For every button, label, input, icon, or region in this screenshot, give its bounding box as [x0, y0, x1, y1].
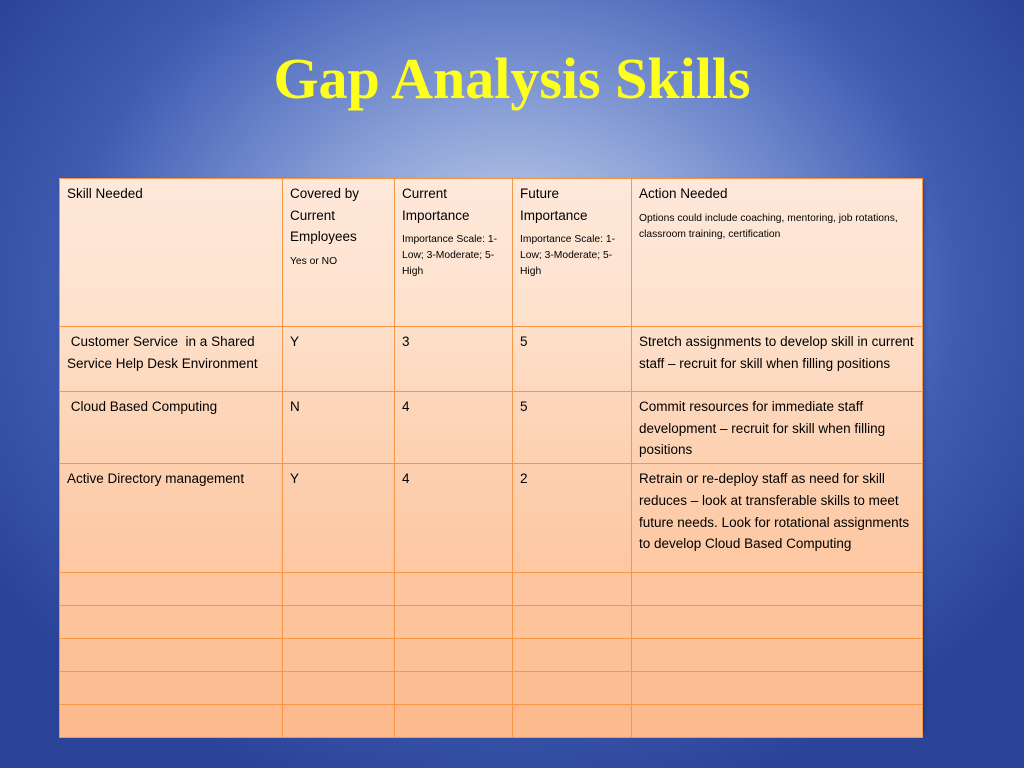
table-row [60, 392, 923, 464]
table-row [60, 327, 923, 392]
empty-row [60, 672, 923, 705]
header-note: Options could include coaching, mentoring, job rotations, classroom training, certification [639, 212, 898, 240]
empty-cell [513, 672, 632, 705]
cell-skill: Active Directory management [60, 464, 283, 573]
empty-cell [632, 573, 923, 606]
table-row [60, 464, 923, 573]
empty-cell [283, 639, 395, 672]
cell-current-importance: 4 [395, 392, 513, 464]
empty-cell [632, 606, 923, 639]
empty-cell [513, 705, 632, 738]
empty-cell [283, 672, 395, 705]
empty-cell [283, 606, 395, 639]
header-label: Action Needed [639, 186, 728, 201]
slide-title: Gap Analysis Skills [273, 46, 751, 111]
header-cell-current-importance [395, 179, 513, 327]
cell-action: Stretch assignments to develop skill in current staff – recruit for skill when filling positions [632, 327, 923, 392]
empty-cell [632, 672, 923, 705]
empty-cell [395, 573, 513, 606]
header-cell-skill-needed [60, 179, 283, 327]
header-label: Current Importance [402, 186, 470, 223]
empty-cell [513, 639, 632, 672]
empty-cell [632, 705, 923, 738]
empty-cell [60, 573, 283, 606]
cell-covered: N [283, 392, 395, 464]
empty-cell [395, 672, 513, 705]
empty-cell [513, 606, 632, 639]
header-row [60, 179, 923, 327]
empty-row [60, 705, 923, 738]
cell-current-importance: 4 [395, 464, 513, 573]
header-label: Future Importance [520, 186, 588, 223]
empty-cell [395, 606, 513, 639]
gap-analysis-table [59, 178, 923, 738]
empty-row [60, 573, 923, 606]
cell-covered: Y [283, 327, 395, 392]
cell-future-importance: 5 [513, 392, 632, 464]
header-note: Importance Scale: 1-Low; 3-Moderate; 5-High [402, 234, 498, 277]
cell-future-importance: 2 [513, 464, 632, 573]
empty-cell [395, 639, 513, 672]
empty-cell [632, 639, 923, 672]
empty-cell [60, 639, 283, 672]
cell-skill: Customer Service in a Shared Service Help Desk Environment [60, 327, 283, 392]
header-cell-action-needed [632, 179, 923, 327]
cell-future-importance: 5 [513, 327, 632, 392]
header-note: Yes or NO [290, 256, 338, 268]
cell-current-importance: 3 [395, 327, 513, 392]
empty-cell [283, 705, 395, 738]
cell-action: Retrain or re-deploy staff as need for skill reduces – look at transferable skills to meet future needs. Look for rotational assignments to develop Cloud Based Computing [632, 464, 923, 573]
empty-cell [283, 573, 395, 606]
cell-action: Commit resources for immediate staff development – recruit for skill when filling positions [632, 392, 923, 464]
gap-analysis-table-container [59, 178, 922, 730]
cell-covered: Y [283, 464, 395, 573]
header-note: Importance Scale: 1-Low; 3-Moderate; 5-High [520, 234, 616, 277]
header-label: Skill Needed [67, 186, 143, 201]
empty-cell [513, 573, 632, 606]
header-cell-covered [283, 179, 395, 327]
header-label: Covered by Current Employees [290, 186, 360, 245]
empty-row [60, 639, 923, 672]
empty-row [60, 606, 923, 639]
header-cell-future-importance [513, 179, 632, 327]
empty-cell [395, 705, 513, 738]
empty-cell [60, 705, 283, 738]
cell-skill: Cloud Based Computing [60, 392, 283, 464]
empty-cell [60, 672, 283, 705]
empty-cell [60, 606, 283, 639]
